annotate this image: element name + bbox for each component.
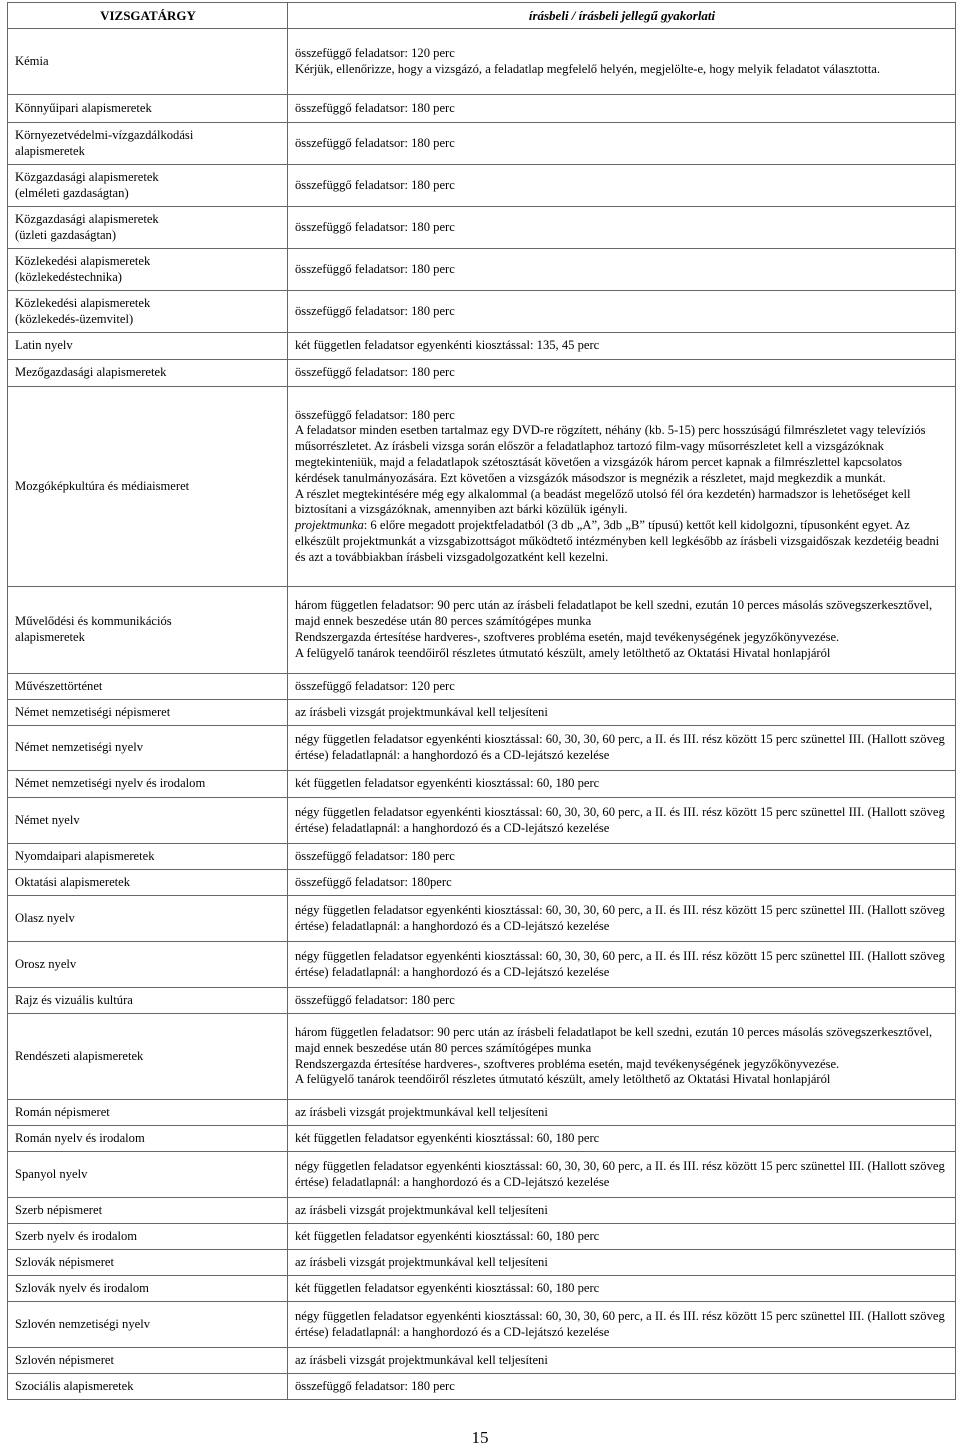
exam-format-text: Rendszergazda értesítése hardveres-, szoftveres probléma esetén, majd tevékenységének jegyzőkönyvezése.	[295, 630, 840, 644]
table-row	[8, 1276, 956, 1302]
exam-format-cell	[288, 988, 956, 1014]
page-number: 15	[471, 1428, 489, 1447]
table-body	[8, 29, 956, 1400]
exam-format-text: az írásbeli vizsgát projektmunkával kell teljesíteni	[295, 704, 548, 719]
exam-format-text: négy független feladatsor egyenkénti kiosztással: 60, 30, 30, 60 perc, a II. és III. rész között 15 perc szünettel III. (Hallott szöveg értése) feladatlapnál: a hanghordozó és a CD-lejátszó kezelése	[295, 804, 945, 835]
table-row	[8, 1348, 956, 1374]
table-row	[8, 291, 956, 333]
subject-name: Német nyelv	[15, 812, 80, 827]
project-work-text: : 6 előre megadott projektfeladatból (3 db „A”, 3db „B” típusú) kettőt kell kidolgozni, típusonként egyet. Az elkészült projektmunkát a vizsgabizottságot működtető intézményben kell legkésőbb az írásbeli vizsgaidőszak kezdetéig beadni és azt a továbbiakban írásbeli vizsgadolgozatként kell kezelni.	[295, 518, 940, 564]
subject-name: Közgazdasági alapismeretek	[15, 169, 159, 184]
exam-format-cell	[288, 1152, 956, 1198]
exam-format-cell	[288, 1276, 956, 1302]
table-row	[8, 674, 956, 700]
subject-cell	[8, 700, 288, 726]
subject-cell	[8, 726, 288, 771]
exam-format-cell	[288, 1198, 956, 1224]
exam-format-text: az írásbeli vizsgát projektmunkával kell teljesíteni	[295, 1202, 548, 1217]
exam-format-cell	[288, 207, 956, 249]
exam-format-cell	[288, 1224, 956, 1250]
subject-name: Szlovén népismeret	[15, 1352, 114, 1367]
subject-cell	[8, 1224, 288, 1250]
exam-format-text: összefüggő feladatsor: 180 perc	[295, 219, 455, 234]
exam-format-text: összefüggő feladatsor: 180 perc	[295, 1378, 455, 1393]
exam-format-cell	[288, 1348, 956, 1374]
subject-cell	[8, 844, 288, 870]
exam-format-cell	[288, 387, 956, 587]
subject-name: Román nyelv és irodalom	[15, 1130, 145, 1145]
exam-format-cell	[288, 165, 956, 207]
exam-format-cell	[288, 249, 956, 291]
exam-format-text: összefüggő feladatsor: 180perc	[295, 874, 452, 889]
subject-cell	[8, 1152, 288, 1198]
subject-cell	[8, 942, 288, 988]
table-row	[8, 29, 956, 95]
exam-format-text: Rendszergazda értesítése hardveres-, szoftveres probléma esetén, majd tevékenységének jegyzőkönyvezése.	[295, 1056, 840, 1071]
exam-format-cell	[288, 1302, 956, 1348]
table-row	[8, 1100, 956, 1126]
exam-format-text: A felügyelő tanárok teendőiről részletes útmutató készült, amely letölthető az Oktatási Hivatal honlapjáról	[295, 645, 831, 660]
exam-format-text: két független feladatsor egyenkénti kiosztással: 60, 180 perc	[295, 776, 600, 791]
subject-cell	[8, 1348, 288, 1374]
subject-name: Német nemzetiségi népismeret	[15, 704, 171, 719]
exam-format-cell	[288, 942, 956, 988]
subject-cell	[8, 1250, 288, 1276]
table-row	[8, 798, 956, 844]
subject-name: (üzleti gazdaságtan)	[15, 227, 117, 242]
subject-cell	[8, 1276, 288, 1302]
subject-cell	[8, 291, 288, 333]
table-row	[8, 333, 956, 360]
table-row	[8, 771, 956, 798]
exam-format-text: összefüggő feladatsor: 120 perc	[295, 678, 455, 693]
exam-format-cell	[288, 844, 956, 870]
subject-cell	[8, 249, 288, 291]
table-row	[8, 587, 956, 674]
exam-format-text: A részlet megtekintésére még egy alkalommal (a beadást megelőző utolsó fél óra kezdetén) harmadszor is lehetőséget kell biztosítani a vizsgázóknak, amennyiben azt bárki közülük igényli.	[295, 486, 911, 517]
subject-name: Szerb népismeret	[15, 1202, 103, 1217]
exam-format-cell	[288, 674, 956, 700]
exam-format-text: két független feladatsor egyenkénti kiosztással: 60, 180 perc	[295, 1280, 600, 1295]
table-row	[8, 1152, 956, 1198]
table-row	[8, 896, 956, 942]
table-row	[8, 123, 956, 165]
subject-name: Nyomdaipari alapismeretek	[15, 848, 155, 863]
subject-name: Latin nyelv	[15, 338, 73, 353]
exam-format-text: négy független feladatsor egyenkénti kiosztással: 60, 30, 30, 60 perc, a II. és III. rész között 15 perc szünettel III. (Hallott szöveg értése) feladatlapnál: a hanghordozó és a CD-lejátszó kezelése	[295, 902, 945, 933]
subject-name: Környezetvédelmi-vízgazdálkodási	[15, 127, 194, 142]
subject-cell	[8, 1126, 288, 1152]
project-work-label: projektmunka	[295, 518, 364, 533]
table-row	[8, 95, 956, 123]
exam-format-cell	[288, 1126, 956, 1152]
subject-name: Közgazdasági alapismeretek	[15, 211, 159, 226]
subject-name: (közlekedéstechnika)	[15, 269, 122, 284]
exam-format-text: három független feladatsor: 90 perc után az írásbeli feladatlapot be kell szedni, ezután 10 perces másolás szövegszerkesztővel, majd ennek beszedése után 80 perces számítógépes munka	[295, 598, 933, 629]
table-row	[8, 1224, 956, 1250]
table-row	[8, 870, 956, 896]
subject-cell	[8, 95, 288, 123]
table-row	[8, 1198, 956, 1224]
table-row	[8, 942, 956, 988]
subject-name: Spanyol nyelv	[15, 1166, 88, 1181]
table-row	[8, 387, 956, 587]
subject-cell	[8, 1100, 288, 1126]
subject-name: Orosz nyelv	[15, 956, 77, 971]
table-row	[8, 1014, 956, 1100]
exam-format-cell	[288, 29, 956, 95]
subject-cell	[8, 771, 288, 798]
subject-cell	[8, 29, 288, 95]
subject-name: (közlekedés-üzemvitel)	[15, 311, 134, 326]
table-row	[8, 844, 956, 870]
column-header-exam-type: írásbeli / írásbeli jellegű gyakorlati	[288, 3, 956, 29]
exam-format-cell	[288, 1014, 956, 1100]
subject-cell	[8, 1014, 288, 1100]
exam-format-text: négy független feladatsor egyenkénti kiosztással: 60, 30, 30, 60 perc, a II. és III. rész között 15 perc szünettel III. (Hallott szöveg értése) feladatlapnál: a hanghordozó és a CD-lejátszó kezelése	[295, 732, 945, 762]
subject-cell	[8, 587, 288, 674]
exam-format-text: két független feladatsor egyenkénti kiosztással: 60, 180 perc	[295, 1228, 600, 1243]
exam-format-cell	[288, 1374, 956, 1400]
subject-name: Román népismeret	[15, 1104, 110, 1119]
subject-name: Közlekedési alapismeretek	[15, 295, 151, 310]
subject-name: Szlovák népismeret	[15, 1254, 114, 1269]
exam-format-text: két független feladatsor egyenkénti kiosztással: 60, 180 perc	[295, 1130, 600, 1145]
exam-format-text: összefüggő feladatsor: 180 perc	[295, 303, 455, 318]
subject-cell	[8, 896, 288, 942]
exam-format-text: összefüggő feladatsor: 180 perc	[295, 100, 455, 115]
subject-cell	[8, 988, 288, 1014]
subject-name: (elméleti gazdaságtan)	[15, 185, 129, 200]
exam-schedule-document	[7, 2, 956, 1400]
exam-format-cell	[288, 700, 956, 726]
subject-cell	[8, 674, 288, 700]
exam-format-text: összefüggő feladatsor: 180 perc	[295, 261, 455, 276]
exam-format-cell	[288, 896, 956, 942]
table-row	[8, 1250, 956, 1276]
exam-format-text: négy független feladatsor egyenkénti kiosztással: 60, 30, 30, 60 perc, a II. és III. rész között 15 perc szünettel III. (Hallott szöveg értése) feladatlapnál: a hanghordozó és a CD-lejátszó kezelése	[295, 1308, 945, 1339]
subject-name: Könnyűipari alapismeretek	[15, 100, 152, 115]
table-header-row	[8, 3, 956, 29]
subject-cell	[8, 123, 288, 165]
exam-format-cell	[288, 1250, 956, 1276]
exam-format-text: összefüggő feladatsor: 180 perc	[295, 992, 455, 1007]
subject-cell	[8, 1302, 288, 1348]
subject-cell	[8, 360, 288, 387]
subject-name: Német nemzetiségi nyelv	[15, 740, 143, 755]
subject-cell	[8, 387, 288, 587]
subject-cell	[8, 333, 288, 360]
table-row	[8, 726, 956, 771]
exam-format-text: összefüggő feladatsor: 180 perc	[295, 365, 455, 380]
exam-format-text: A felügyelő tanárok teendőiről részletes útmutató készült, amely letölthető az Oktatási Hivatal honlapjáról	[295, 1072, 831, 1087]
subject-name: Szlovén nemzetiségi nyelv	[15, 1316, 150, 1331]
exam-format-cell	[288, 798, 956, 844]
table-row	[8, 249, 956, 291]
subject-name: Mezőgazdasági alapismeretek	[15, 365, 167, 380]
table-row	[8, 700, 956, 726]
exam-format-text: két független feladatsor egyenkénti kiosztással: 135, 45 perc	[295, 338, 600, 353]
subject-name: Művelődési és kommunikációs	[15, 614, 172, 629]
table-row	[8, 1374, 956, 1400]
exam-format-text: összefüggő feladatsor: 180 perc	[295, 177, 455, 192]
table-row	[8, 207, 956, 249]
exam-format-text: négy független feladatsor egyenkénti kiosztással: 60, 30, 30, 60 perc, a II. és III. rész között 15 perc szünettel III. (Hallott szöveg értése) feladatlapnál: a hanghordozó és a CD-lejátszó kezelése	[295, 1158, 945, 1189]
subject-name: Oktatási alapismeretek	[15, 874, 131, 889]
subject-cell	[8, 207, 288, 249]
subject-cell	[8, 870, 288, 896]
subject-name: Rajz és vizuális kultúra	[15, 992, 133, 1007]
subject-cell	[8, 165, 288, 207]
exam-format-cell	[288, 333, 956, 360]
exam-table	[7, 2, 956, 1400]
subject-name: Kémia	[15, 53, 49, 68]
exam-format-cell	[288, 291, 956, 333]
subject-name: Szerb nyelv és irodalom	[15, 1228, 138, 1243]
subject-name: Művészettörténet	[15, 678, 103, 693]
column-header-subject: VIZSGATÁRGY	[8, 3, 288, 29]
exam-format-cell	[288, 360, 956, 387]
subject-cell	[8, 1374, 288, 1400]
subject-name: alapismeretek	[15, 143, 85, 158]
subject-name: Olasz nyelv	[15, 910, 75, 925]
exam-format-text: három független feladatsor: 90 perc után az írásbeli feladatlapot be kell szedni, ezután 10 perces másolás szövegszerkesztővel, majd ennek beszedése után 80 perces számítógépes munka	[295, 1024, 933, 1055]
subject-name: Mozgóképkultúra és médiaismeret	[15, 478, 190, 493]
subject-name: Rendészeti alapismeretek	[15, 1048, 144, 1063]
exam-format-cell	[288, 1100, 956, 1126]
exam-format-text: összefüggő feladatsor: 180 perc	[295, 848, 455, 863]
exam-format-text: A feladatsor minden esetben tartalmaz egy DVD-re rögzített, néhány (kb. 5-15) perc hosszúságú filmrészletet vagy televíziós műsorrészletet. Az írásbeli vizsga során először a feladatlaphoz tartozó film-vagy műsorrészletet kell a vizsgázóknak megtekinteniük, majd a feladatlapok szétosztását követően a vizsgázók három percet kapnak a filmrészlettel kapcsolatos kérdések tanulmányozására. Ezt követően a vizsgázók másodszor is megnézik a részletet, majd megkezdik a munkát.	[295, 423, 926, 485]
table-row	[8, 988, 956, 1014]
exam-format-cell	[288, 95, 956, 123]
subject-name: Német nemzetiségi nyelv és irodalom	[15, 776, 206, 791]
subject-name: Közlekedési alapismeretek	[15, 253, 151, 268]
subject-name: alapismeretek	[15, 630, 85, 644]
table-row	[8, 1126, 956, 1152]
table-row	[8, 1302, 956, 1348]
exam-format-cell	[288, 726, 956, 771]
subject-cell	[8, 1198, 288, 1224]
exam-format-text: négy független feladatsor egyenkénti kiosztással: 60, 30, 30, 60 perc, a II. és III. rész között 15 perc szünettel III. (Hallott szöveg értése) feladatlapnál: a hanghordozó és a CD-lejátszó kezelése	[295, 948, 945, 979]
exam-format-text: az írásbeli vizsgát projektmunkával kell teljesíteni	[295, 1254, 548, 1269]
exam-format-text: Kérjük, ellenőrizze, hogy a vizsgázó, a feladatlap megfelelő helyén, megjelölte-e, hogy melyik feladatot választotta.	[295, 61, 881, 76]
exam-format-text	[295, 518, 949, 565]
exam-format-text: az írásbeli vizsgát projektmunkával kell teljesíteni	[295, 1104, 548, 1119]
exam-format-cell	[288, 123, 956, 165]
exam-format-cell	[288, 771, 956, 798]
table-row	[8, 165, 956, 207]
exam-format-text: összefüggő feladatsor: 180 perc	[295, 135, 455, 150]
exam-format-text: összefüggő feladatsor: 180 perc	[295, 407, 455, 422]
subject-name: Szociális alapismeretek	[15, 1378, 134, 1393]
exam-format-cell	[288, 870, 956, 896]
table-row	[8, 360, 956, 387]
subject-name: Szlovák nyelv és irodalom	[15, 1280, 149, 1295]
exam-format-text: összefüggő feladatsor: 120 perc	[295, 45, 455, 60]
exam-format-cell	[288, 587, 956, 674]
subject-cell	[8, 798, 288, 844]
exam-format-text: az írásbeli vizsgát projektmunkával kell teljesíteni	[295, 1352, 548, 1367]
